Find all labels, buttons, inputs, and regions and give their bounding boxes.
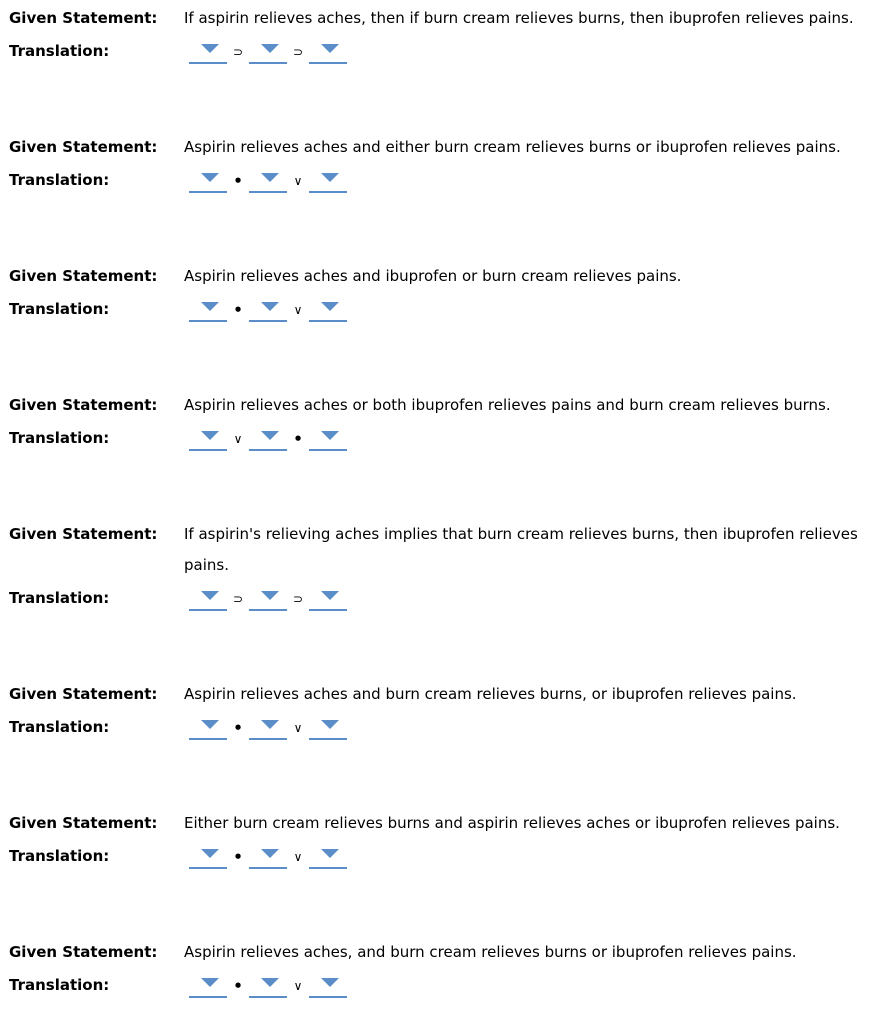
translation-dropdown-2[interactable]	[249, 589, 287, 611]
given-statement-label: Given Statement:	[9, 9, 158, 27]
operator-symbol: •	[233, 719, 243, 737]
translation-dropdown-3[interactable]	[309, 847, 347, 869]
translation-dropdown-1[interactable]	[189, 42, 227, 64]
translation-dropdown-3[interactable]	[309, 718, 347, 740]
translation-dropdown-3[interactable]	[309, 589, 347, 611]
translation-row	[189, 589, 347, 611]
translation-row	[189, 429, 347, 451]
operator-symbol: ∨	[293, 174, 303, 188]
chevron-down-icon	[261, 173, 279, 182]
translation-dropdown-2[interactable]	[249, 171, 287, 193]
given-statement-text: If aspirin relieves aches, then if burn cream relieves burns, then ibuprofen relieves pains.	[184, 9, 854, 27]
operator-symbol: •	[233, 301, 243, 319]
chevron-down-icon	[321, 431, 339, 440]
given-statement-label: Given Statement:	[9, 267, 158, 285]
translation-dropdown-1[interactable]	[189, 589, 227, 611]
translation-dropdown-2[interactable]	[249, 718, 287, 740]
given-statement-label: Given Statement:	[9, 396, 158, 414]
chevron-down-icon	[261, 720, 279, 729]
chevron-down-icon	[321, 173, 339, 182]
translation-row	[189, 171, 347, 193]
operator-symbol: ∨	[293, 721, 303, 735]
chevron-down-icon	[321, 591, 339, 600]
chevron-down-icon	[321, 302, 339, 311]
chevron-down-icon	[261, 591, 279, 600]
chevron-down-icon	[261, 978, 279, 987]
given-statement-text: Aspirin relieves aches and burn cream relieves burns, or ibuprofen relieves pains.	[184, 685, 797, 703]
operator-symbol: ∨	[233, 432, 243, 446]
given-statement-label: Given Statement:	[9, 525, 158, 543]
translation-row	[189, 976, 347, 998]
given-statement-text: Aspirin relieves aches or both ibuprofen relieves pains and burn cream relieves burns.	[184, 396, 831, 414]
translation-label: Translation:	[9, 171, 110, 189]
translation-row	[189, 300, 347, 322]
chevron-down-icon	[201, 44, 219, 53]
translation-label: Translation:	[9, 976, 110, 994]
translation-label: Translation:	[9, 847, 110, 865]
chevron-down-icon	[321, 44, 339, 53]
operator-symbol: ∨	[293, 303, 303, 317]
chevron-down-icon	[321, 720, 339, 729]
operator-symbol: •	[293, 430, 303, 448]
translation-dropdown-2[interactable]	[249, 976, 287, 998]
given-statement-label: Given Statement:	[9, 943, 158, 961]
given-statement-label: Given Statement:	[9, 814, 158, 832]
translation-label: Translation:	[9, 300, 110, 318]
chevron-down-icon	[321, 978, 339, 987]
chevron-down-icon	[201, 978, 219, 987]
chevron-down-icon	[201, 431, 219, 440]
operator-symbol: ∨	[293, 850, 303, 864]
chevron-down-icon	[201, 302, 219, 311]
given-statement-text: Aspirin relieves aches, and burn cream relieves burns or ibuprofen relieves pains.	[184, 943, 797, 961]
translation-dropdown-3[interactable]	[309, 976, 347, 998]
translation-dropdown-1[interactable]	[189, 429, 227, 451]
translation-dropdown-3[interactable]	[309, 171, 347, 193]
chevron-down-icon	[201, 720, 219, 729]
translation-dropdown-2[interactable]	[249, 42, 287, 64]
translation-dropdown-3[interactable]	[309, 42, 347, 64]
translation-dropdown-2[interactable]	[249, 847, 287, 869]
chevron-down-icon	[201, 173, 219, 182]
operator-symbol: •	[233, 172, 243, 190]
translation-dropdown-3[interactable]	[309, 429, 347, 451]
given-statement-text: Either burn cream relieves burns and aspirin relieves aches or ibuprofen relieves pains.	[184, 814, 840, 832]
translation-row	[189, 847, 347, 869]
operator-symbol: ⊃	[292, 45, 304, 59]
operator-symbol: •	[233, 977, 243, 995]
translation-label: Translation:	[9, 589, 110, 607]
operator-symbol: •	[233, 848, 243, 866]
chevron-down-icon	[201, 591, 219, 600]
given-statement-text: If aspirin's relieving aches implies that burn cream relieves burns, then ibuprofen relieves pains.	[184, 525, 858, 574]
given-statement-text: Aspirin relieves aches and ibuprofen or burn cream relieves pains.	[184, 267, 682, 285]
given-statement-label: Given Statement:	[9, 138, 158, 156]
translation-label: Translation:	[9, 42, 110, 60]
chevron-down-icon	[201, 849, 219, 858]
translation-dropdown-1[interactable]	[189, 976, 227, 998]
translation-row	[189, 42, 347, 64]
translation-dropdown-3[interactable]	[309, 300, 347, 322]
translation-dropdown-1[interactable]	[189, 300, 227, 322]
translation-dropdown-1[interactable]	[189, 718, 227, 740]
given-statement-text: Aspirin relieves aches and either burn cream relieves burns or ibuprofen relieves pains.	[184, 138, 841, 156]
chevron-down-icon	[261, 302, 279, 311]
translation-label: Translation:	[9, 718, 110, 736]
chevron-down-icon	[261, 849, 279, 858]
chevron-down-icon	[321, 849, 339, 858]
operator-symbol: ∨	[293, 979, 303, 993]
given-statement-label: Given Statement:	[9, 685, 158, 703]
operator-symbol: ⊃	[292, 592, 304, 606]
translation-label: Translation:	[9, 429, 110, 447]
translation-dropdown-1[interactable]	[189, 171, 227, 193]
operator-symbol: ⊃	[232, 592, 244, 606]
translation-row	[189, 718, 347, 740]
translation-dropdown-2[interactable]	[249, 300, 287, 322]
operator-symbol: ⊃	[232, 45, 244, 59]
translation-dropdown-1[interactable]	[189, 847, 227, 869]
chevron-down-icon	[261, 44, 279, 53]
chevron-down-icon	[261, 431, 279, 440]
translation-dropdown-2[interactable]	[249, 429, 287, 451]
